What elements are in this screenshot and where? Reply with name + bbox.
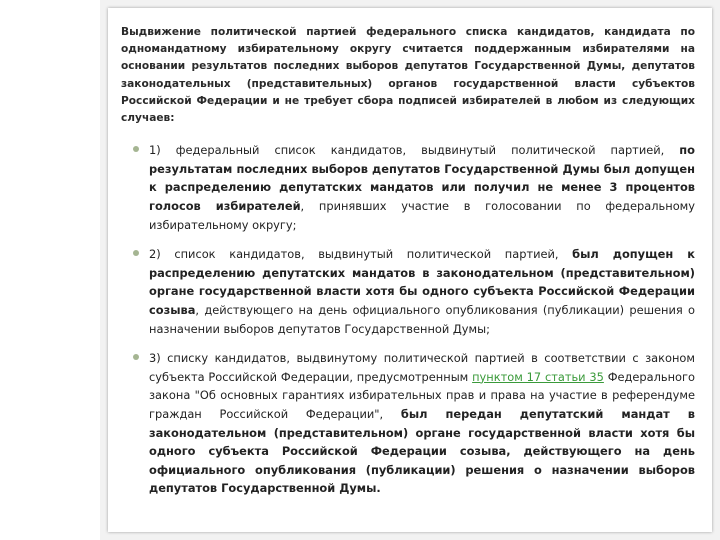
list-item-text bbox=[149, 141, 695, 234]
list-item bbox=[121, 349, 695, 498]
item-3-text-plain: 3) списку кандидатов, выдвинутому политической партией в соответствии с законом субъекта Российской Федерации, предусмотренным bbox=[149, 351, 695, 384]
item-1-text-tail: , принявших участие в голосовании по федеральному избирательному округу; bbox=[149, 199, 695, 232]
item-3-text-bold: был передан депутатский мандат в законодательном (представительном) органе государственной власти хотя бы одного субъекта Российской Федерации созыва, действующего на день официального опубликования (публикации) решения о назначении выборов депутатов Государственной Думы. bbox=[149, 406, 695, 496]
bullet-icon bbox=[133, 250, 139, 256]
list-item-text bbox=[149, 245, 695, 338]
item-1-text-bold: по результатам последних выборов депутатов Государственной Думы был допущен к распределению депутатских мандатов или получил не менее 3 процентов голосов избирателей bbox=[149, 143, 695, 213]
item-2-text-bold: был допущен к распределению депутатских мандатов в законодательном (представительном) органе государственной власти хотя бы одного субъекта Российской Федерации созыва bbox=[149, 247, 695, 317]
intro-paragraph: Выдвижение политической партией федерального списка кандидатов, кандидата по одномандатному избирательному округу считается поддержанным избирателями на основании результатов последних выборов депутатов Государственной Думы, депутатов законодательных (представительных) органов государственной власти субъектов Российской Федерации и не требует сбора подписей избирателей в любом из следующих случаев: bbox=[121, 26, 695, 125]
bullet-icon bbox=[133, 354, 139, 360]
slide-content bbox=[121, 24, 695, 509]
list-item bbox=[121, 141, 695, 234]
item-2-text-plain: 2) список кандидатов, выдвинутый политической партией, bbox=[149, 247, 573, 262]
item-3-text-middle: Федерального закона "Об основных гарантиях избирательных прав и права на участие в референдуме граждан Российской Федерации", bbox=[149, 369, 695, 421]
item-1-text-plain: 1) федеральный список кандидатов, выдвинутый политической партией, bbox=[149, 143, 680, 158]
item-2-text-tail: , действующего на день официального опубликования (публикации) решения о назначении выборов депутатов Государственной Думы; bbox=[149, 302, 695, 336]
list-item-text bbox=[149, 349, 695, 498]
conditions-list bbox=[121, 141, 695, 498]
bullet-icon bbox=[133, 146, 139, 152]
law-article-link[interactable]: пунктом 17 статьи 35 bbox=[472, 369, 604, 384]
list-item bbox=[121, 245, 695, 338]
